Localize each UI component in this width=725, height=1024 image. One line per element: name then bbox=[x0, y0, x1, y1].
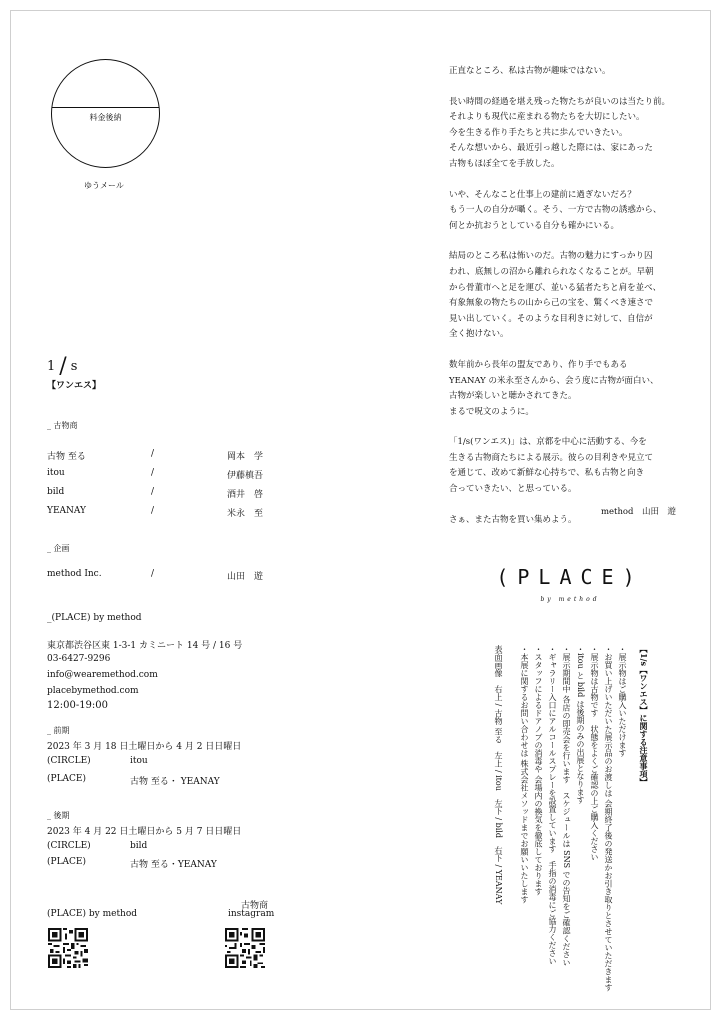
essay-paragraph bbox=[449, 188, 679, 235]
note-item: ・itou と bild は後期のみの出展となります bbox=[576, 645, 585, 804]
essay-paragraph bbox=[449, 358, 679, 420]
first-place-label: (PLACE) bbox=[47, 774, 87, 784]
dealer-shop: itou bbox=[47, 468, 65, 478]
essay-line: 正直なところ、私は古物が趣味ではない。 bbox=[449, 66, 611, 76]
essay-line: 合っていきたい、と思っている。 bbox=[449, 484, 577, 495]
qr-code-instagram[interactable] bbox=[225, 928, 265, 968]
place-logo-byline: by method bbox=[540, 596, 600, 603]
essay-line: YEANAY の米永至さんから、会う度に古物が面白い、 bbox=[449, 375, 659, 386]
essay-line: さぁ、また古物を買い集めよう。 bbox=[449, 514, 577, 525]
essay-line: 生きる古物商たちによる展示。彼らの目利きや見立て bbox=[449, 452, 654, 463]
planning-org: method Inc. bbox=[47, 569, 102, 579]
dealer-person: 酒井 啓 bbox=[227, 490, 264, 500]
essay-line: まるで呪文のように。 bbox=[449, 406, 534, 417]
essay-paragraph bbox=[449, 249, 679, 343]
second-place-value: 古物 至る・YEANAY bbox=[130, 860, 217, 870]
dealer-person: 米永 至 bbox=[227, 509, 264, 519]
second-circle-value: bild bbox=[130, 841, 148, 851]
venue-address: 東京都渋谷区東 1-3-1 カミニート 14 号 / 16 号 bbox=[47, 641, 243, 651]
essay-line: 古物が楽しいと聴かされてきた。 bbox=[449, 391, 577, 402]
essay-line: それよりも現代に産まれる物たちを大切にしたい。 bbox=[449, 112, 645, 123]
essay-line: 今を生きる作り手たちと共に歩んでいきたい。 bbox=[449, 127, 628, 138]
essay-line: を通じて、改めて新鮮な心持ちで、私も古物と向き bbox=[449, 468, 645, 479]
second-period-heading: _ 後期 bbox=[47, 811, 70, 820]
dealer-sep: / bbox=[151, 449, 155, 459]
exhibition-logo bbox=[47, 351, 82, 379]
venue-phone: 03-6427-9296 bbox=[47, 654, 111, 664]
note-item: ・展示物は古物です 状態をよくご確認の上ご購入ください bbox=[590, 645, 599, 861]
dealer-sep: / bbox=[151, 468, 155, 478]
dealer-sep: / bbox=[151, 506, 155, 516]
dealer-sep: / bbox=[151, 487, 155, 497]
dealer-shop: 古物 至る bbox=[47, 452, 86, 462]
essay-line: 有象無象の物たちの山から己の宝を、驚くべき速さで bbox=[449, 298, 654, 309]
essay-paragraph bbox=[449, 95, 679, 173]
first-period-heading: _ 前期 bbox=[47, 726, 70, 735]
essay-line: 何とか抗おうとしている自分も確かにいる。 bbox=[449, 220, 620, 231]
venue-email[interactable]: info@wearemethod.com bbox=[47, 670, 158, 680]
logo-slash: / bbox=[59, 354, 71, 379]
essay-line: もう一人の自分が囁く。そう、一方で古物の誘惑から、 bbox=[449, 205, 662, 216]
venue-hours: 12:00-19:00 bbox=[47, 700, 109, 711]
place-logo: (PLACE) bbox=[496, 565, 644, 589]
note-item: ・スタッフによるドアノブの消毒や 会場内の換気を徹底しております bbox=[534, 645, 543, 896]
dealer-shop: YEANAY bbox=[47, 506, 86, 516]
qr-right-caption-line2: instagram bbox=[228, 909, 275, 919]
second-circle-label: (CIRCLE) bbox=[47, 841, 91, 851]
essay-line: いや、そんなこと仕事上の建前に過ぎないだろ？ bbox=[449, 189, 636, 200]
essay-line: 長い時間の経過を堪え残った物たちが良いのは当たり前。 bbox=[449, 96, 671, 107]
essay-line: 全く抱けない。 bbox=[449, 329, 509, 340]
qr-left-caption: (PLACE) by method bbox=[47, 909, 138, 919]
essay-paragraph bbox=[449, 64, 679, 80]
stamp-divider bbox=[52, 107, 159, 108]
postage-stamp-circle bbox=[51, 59, 160, 168]
essay-line: 結局のところ私は怖いのだ。古物の魅力にすっかり囚 bbox=[449, 251, 653, 262]
essay-line: われ、底無しの沼から離れられなくなることが。早朝 bbox=[449, 266, 654, 277]
dealer-person: 岡本 学 bbox=[227, 452, 264, 462]
dealer-shop: bild bbox=[47, 487, 65, 497]
essay-line: 古物もほぼ全てを手放した。 bbox=[449, 158, 560, 169]
dealers-heading: _ 古物商 bbox=[47, 421, 78, 430]
venue-website[interactable]: placebymethod.com bbox=[47, 686, 139, 696]
second-place-label: (PLACE) bbox=[47, 857, 87, 867]
planning-sep: / bbox=[151, 569, 155, 579]
essay-text bbox=[449, 64, 679, 543]
essay-line: 「1/s(ワンエス)」は、京都を中心に活動する、今を bbox=[449, 437, 647, 448]
planning-heading: _ 企画 bbox=[47, 544, 70, 553]
note-item: ・展示物はご購入いただけます bbox=[618, 645, 627, 757]
note-item: ・本展に関するお問い合わせは 株式会社メソッドまでお願いいたします bbox=[520, 645, 529, 904]
note-item: ・ギャラリー入口にアルコールスプレーを設置しています 手指の消毒にご協力ください bbox=[548, 645, 557, 965]
essay-line: 数年前から長年の盟友であり、作り手でもある bbox=[449, 359, 628, 370]
first-circle-value: itou bbox=[130, 756, 148, 766]
venue-name: _(PLACE) by method bbox=[47, 613, 142, 623]
first-period-dates: 2023 年 3 月 18 日土曜日から 4 月 2 日日曜日 bbox=[47, 742, 242, 752]
first-circle-label: (CIRCLE) bbox=[47, 756, 91, 766]
essay-line: から骨董市へと足を運び、並いる猛者たちと肩を並べ、 bbox=[449, 282, 662, 293]
note-item: ・お買い上げいただいた展示品のお渡しは 会期終了後の発送かお引き取りとさせていただきます bbox=[604, 645, 613, 992]
second-period-dates: 2023 年 4 月 22 日土曜日から 5 月 7 日日曜日 bbox=[47, 827, 242, 837]
essay-line: 見い出していく。そのような目利きに対して、自信が bbox=[449, 313, 653, 324]
essay-signature: method 山田 遊 bbox=[600, 507, 676, 517]
qr-right-caption-line1: 古物商 bbox=[241, 901, 269, 911]
essay-paragraph bbox=[449, 435, 679, 497]
logo-left: 1 bbox=[47, 359, 60, 374]
planning-person: 山田 遊 bbox=[227, 572, 264, 582]
exhibition-subtitle: 【ワンエス】 bbox=[47, 381, 102, 391]
dealer-person: 伊藤槙吾 bbox=[227, 471, 264, 481]
qr-code-place[interactable] bbox=[48, 928, 88, 968]
stamp-label: 料金後納 bbox=[89, 113, 122, 122]
logo-right: s bbox=[70, 359, 82, 374]
mail-type-label: ゆうメール bbox=[84, 181, 124, 190]
image-credit: 表面画像 右上 / 古物 至る 左上 / itou 左下 / bild 右下 / YEANAY bbox=[494, 645, 503, 905]
essay-line: そんな想いから、最近引っ越した際には、家にあった bbox=[449, 143, 653, 154]
notes-heading: 【1/s【ワンエス】に関する注意事項】 bbox=[639, 645, 649, 786]
first-place-value: 古物 至る・ YEANAY bbox=[130, 777, 220, 787]
note-item: ・展示期間中 各店の即売会を行います スケジュールは SNS での告知をご確認ください bbox=[562, 645, 571, 967]
